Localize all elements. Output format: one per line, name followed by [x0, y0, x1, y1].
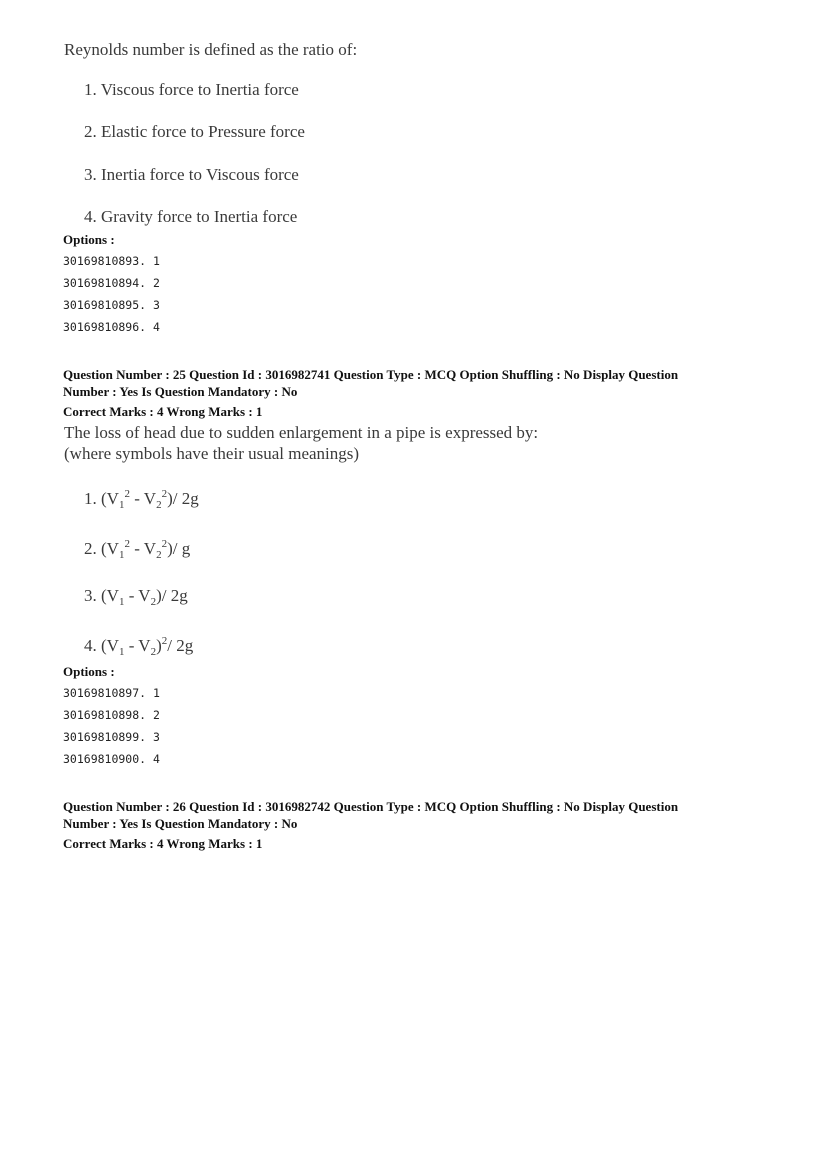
option-id-1: 30169810893. 1 [63, 254, 160, 268]
choice-2: 2. Elastic force to Pressure force [84, 122, 305, 141]
question-26-meta-line2: Number : Yes Is Question Mandatory : No [63, 816, 298, 831]
question-26-marks: Correct Marks : 4 Wrong Marks : 1 [63, 836, 263, 851]
options-label: Options : [63, 664, 115, 679]
choice-3: 3. Inertia force to Viscous force [84, 165, 299, 184]
choice-1: 1. Viscous force to Inertia force [84, 80, 299, 99]
option-id-2: 30169810894. 2 [63, 276, 160, 290]
option-id-1: 30169810897. 1 [63, 686, 160, 700]
question-stem: Reynolds number is defined as the ratio of: [64, 40, 358, 59]
question-26-meta-line1: Question Number : 26 Question Id : 3016982742 Question Type : MCQ Option Shuffling : No Display Question [63, 799, 679, 814]
choice-1: 1. $(V_1^2 - V_2^2)/$ 2g [84, 488, 199, 511]
choice-4: 4. $(V_1 - V_2)^2/$ 2g [84, 635, 194, 658]
question-25-image [64, 423, 604, 663]
choice-4: 4. Gravity force to Inertia force [84, 207, 298, 226]
option-id-3: 30169810899. 3 [63, 730, 160, 744]
option-id-3: 30169810895. 3 [63, 298, 160, 312]
question-24-image [64, 40, 384, 230]
options-label: Options : [63, 232, 115, 247]
option-id-4: 30169810896. 4 [63, 320, 160, 334]
option-id-4: 30169810900. 4 [63, 752, 160, 766]
question-25-marks: Correct Marks : 4 Wrong Marks : 1 [63, 404, 263, 419]
option-id-2: 30169810898. 2 [63, 708, 160, 722]
choice-3: 3. $(V_1 - V_2)/$ 2g [84, 586, 188, 608]
question-25-meta-line2: Number : Yes Is Question Mandatory : No [63, 384, 298, 399]
choice-2: 2. $(V_1^2 - V_2^2)/$ g [84, 538, 191, 561]
question-stem-line1: The loss of head due to sudden enlargement in a pipe is expressed by: [64, 423, 539, 442]
question-stem-line2: (where symbols have their usual meanings) [64, 444, 360, 463]
question-25-meta-line1: Question Number : 25 Question Id : 3016982741 Question Type : MCQ Option Shuffling : No Display Question [63, 367, 679, 382]
